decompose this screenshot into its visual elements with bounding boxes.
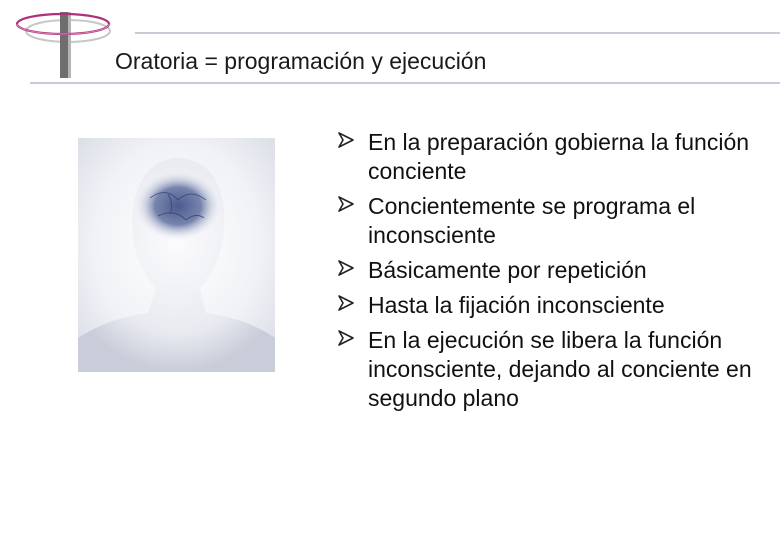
arrowhead-icon xyxy=(336,328,356,348)
bullet-text: Hasta la fijación inconsciente xyxy=(368,292,665,318)
arrowhead-icon xyxy=(336,130,356,150)
arrowhead-icon xyxy=(336,194,356,214)
arrowhead-icon xyxy=(336,293,356,313)
bullet-text: En la preparación gobierna la función conciente xyxy=(368,129,750,184)
bullet-item xyxy=(336,192,776,250)
bullet-item xyxy=(336,291,776,320)
bullet-text: Concientemente se programa el inconsciente xyxy=(368,193,696,248)
head-brain-image xyxy=(78,138,275,372)
bullet-list xyxy=(336,128,776,419)
bullet-item xyxy=(336,256,776,285)
header-rule-top xyxy=(135,32,780,34)
arrowhead-icon xyxy=(336,258,356,278)
logo xyxy=(0,0,120,90)
bullet-text: En la ejecución se libera la función inconsciente, dejando al conciente en segundo plano xyxy=(368,327,752,411)
slide-title: Oratoria = programación y ejecución xyxy=(115,48,487,74)
bullet-item xyxy=(336,128,776,186)
bullet-item xyxy=(336,326,776,413)
header-rule-bottom xyxy=(30,82,780,84)
bullet-text: Básicamente por repetición xyxy=(368,257,647,283)
